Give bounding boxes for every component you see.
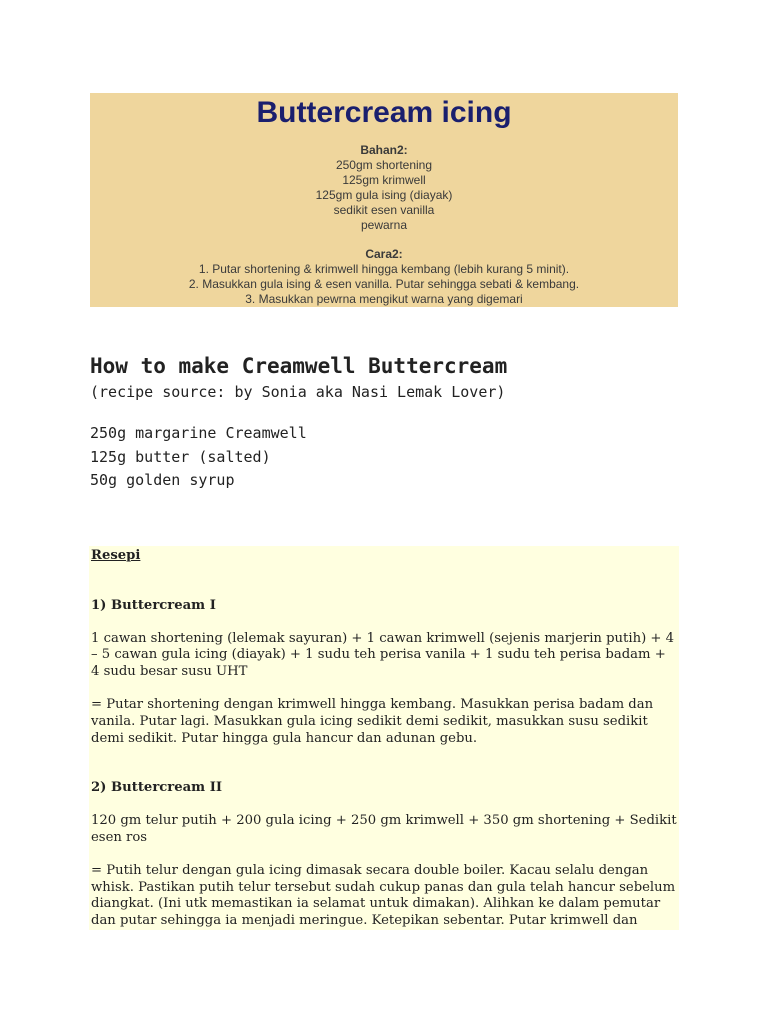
resepi-label: Resepi — [91, 548, 141, 563]
ingredient-item: 50g golden syrup — [90, 471, 235, 489]
buttercream-2-ingredients: 120 gm telur putih + 200 gula icing + 250 gm krimwell + 350 gm shortening + Sedikit esen ros — [91, 813, 677, 845]
bahan-item: 250gm shortening — [335, 158, 433, 172]
bahan-item: 125gm gula ising (diayak) — [315, 188, 453, 202]
buttercream-1-ingredients: 1 cawan shortening (lelemak sayuran) + 1 cawan krimwell (sejenis marjerin putih) + 4 – 5 cawan gula icing (diayak) + 1 sudu teh perisa vanila + 1 sudu teh perisa badam + 4 sudu besar susu UHT — [91, 630, 675, 680]
cara-step: 1. Putar shortening & krimwell hingga kembang (lebih kurang 5 minit). — [198, 262, 570, 276]
ingredient-list — [90, 422, 710, 493]
resepi-box — [89, 546, 679, 930]
cara-step: 3. Masukkan pewrna mengikut warna yang digemari — [245, 292, 523, 306]
creamwell-section — [90, 352, 710, 493]
ingredient-item: 250g margarine Creamwell — [90, 424, 307, 442]
creamwell-heading: How to make Creamwell Buttercream — [90, 354, 508, 378]
buttercream-2-title: 2) Buttercream II — [91, 780, 223, 796]
bahan-heading: Bahan2: — [360, 143, 408, 157]
cara-heading: Cara2: — [365, 247, 403, 261]
buttercream-2-method: = Putih telur dengan gula icing dimasak secara double boiler. Kacau selalu dengan whisk. Pastikan putih telur tersebut sudah cukup panas dan gula telah hancur sebelum diangkat. (Ini utk memastikan ia selamat untuk dimakan). Alihkan ke dalam pemutar dan putar sehingga ia menjadi meringue. Ketepikan sebentar. Putar krimwell dan — [91, 862, 676, 929]
bahan-item: pewarna — [360, 218, 408, 232]
cara-step: 2. Masukkan gula ising & esen vanilla. Putar sehingga sebati & kembang. — [188, 277, 580, 291]
bahan-item: sedikit esen vanilla — [333, 203, 435, 217]
buttercream-1-title: 1) Buttercream I — [91, 597, 216, 613]
buttercream-1-method: = Putar shortening dengan krimwell hingga kembang. Masukkan perisa badam dan vanila. Putar lagi. Masukkan gula icing sedikit demi sedikit, masukkan susu sedikit demi sedikit. Putar hingga gula hancur dan adunan gebu. — [91, 696, 654, 746]
recipe-source: (recipe source: by Sonia aka Nasi Lemak Lover) — [90, 383, 506, 401]
ingredient-item: 125g butter (salted) — [90, 447, 271, 466]
bahan-item: 125gm krimwell — [342, 173, 426, 187]
recipe-title: Buttercream icing — [256, 96, 512, 129]
buttercream-icing-box — [90, 93, 678, 307]
